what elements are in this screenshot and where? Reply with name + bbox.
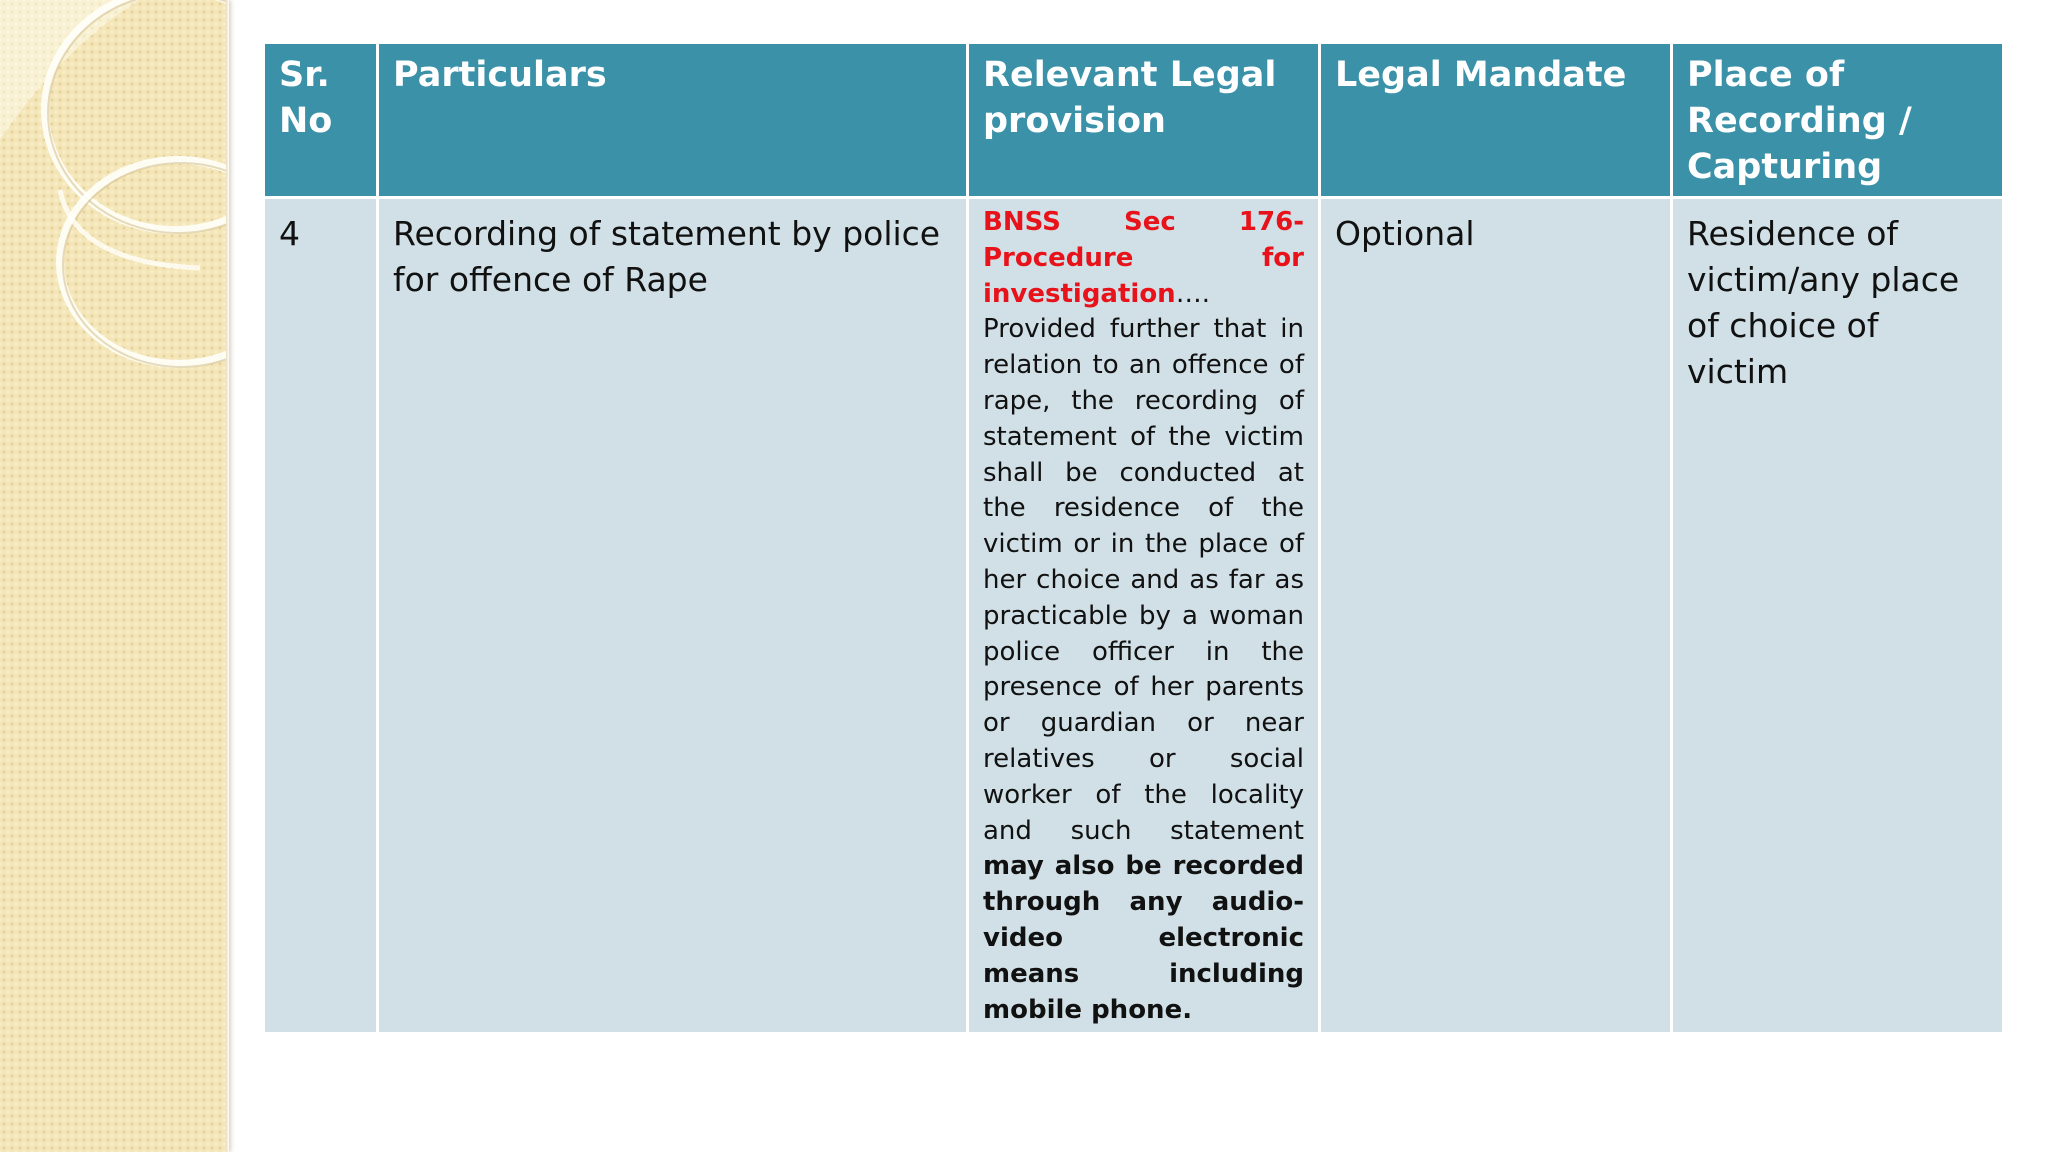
- header-particulars: Particulars: [378, 43, 968, 198]
- provision-ellipsis: ….: [1175, 278, 1210, 309]
- table-row: [264, 198, 2004, 1034]
- provision-heading: BNSS Sec 176- Procedure for investigation: [983, 207, 1304, 309]
- cell-place-of-recording: Residence of victim/any place of choice of victim: [1672, 198, 2004, 1034]
- swirl-ornament-icon: [0, 0, 228, 420]
- provision-emphasis: may also be recorded through any audio-video electronic means including mobile phone.: [983, 851, 1304, 1025]
- cell-legal-provision: [968, 198, 1320, 1034]
- cell-sr-no: 4: [264, 198, 378, 1034]
- cell-particulars: Recording of statement by police for offence of Rape: [378, 198, 968, 1034]
- header-sr-no: Sr. No: [264, 43, 378, 198]
- legal-table-container: [262, 41, 2002, 1035]
- decorative-sidebar: [0, 0, 228, 1152]
- header-legal-mandate: Legal Mandate: [1320, 43, 1672, 198]
- header-relevant-legal-provision: Relevant Legal provision: [968, 43, 1320, 198]
- sidebar-divider: [226, 0, 229, 1152]
- legal-provisions-table: [262, 41, 2005, 1035]
- header-place-of-recording: Place of Recording / Capturing: [1672, 43, 2004, 198]
- table-header-row: [264, 43, 2004, 198]
- provision-text: Provided further that in relation to an offence of rape, the recording of statement of the victim shall be conducted at the residence of the victim or in the place of her choice and as far as practicable by a woman police officer in the presence of her parents or guardian or near relatives or social worker of the locality and such statement: [983, 314, 1304, 846]
- cell-legal-mandate: Optional: [1320, 198, 1672, 1034]
